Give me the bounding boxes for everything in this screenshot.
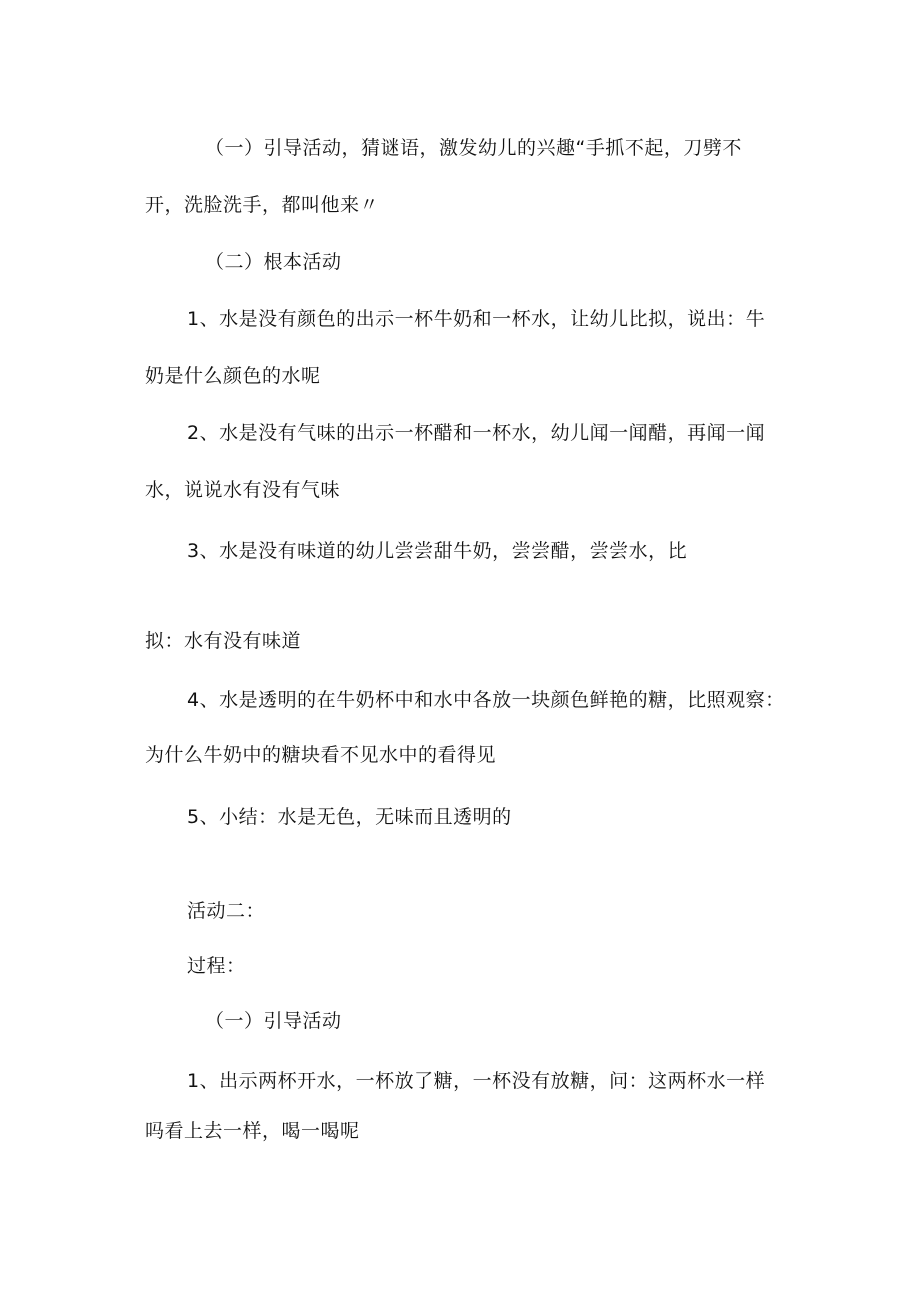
item-2-continuation: 水，说说水有没有气味 [145,479,341,501]
section-heading-process: 过程： [187,955,246,977]
item-3-water-tasteless: 3、水是没有味道的幼儿尝尝甜牛奶，尝尝醋，尝尝水，比 [187,540,688,562]
item-4-continuation: 为什么牛奶中的糖块看不见水中的看得见 [145,744,497,766]
item-1-sugar-water: 1、出示两杯开水，一杯放了糖，一杯没有放糖，问：这两杯水一样 [187,1070,766,1092]
item-1-water-colorless: 1、水是没有颜色的出示一杯牛奶和一杯水，让幼儿比拟，说出：牛 [187,308,766,330]
item-4-water-transparent: 4、水是透明的在牛奶杯中和水中各放一块颜色鲜艳的糖，比照观察： [187,689,785,711]
item-5-summary: 5、小结：水是无色，无味而且透明的 [187,806,512,828]
paragraph-riddle-intro: （一）引导活动，猜谜语，激发幼儿的兴趣“手抓不起，刀劈不 [205,137,742,159]
section-heading-activity-two: 活动二： [187,900,266,922]
item-2-water-odorless: 2、水是没有气味的出示一杯醋和一杯水，幼儿闻一闻醋，再闻一闻 [187,422,766,444]
section-heading-basic-activity: （二）根本活动 [205,251,342,273]
item-3-continuation: 拟：水有没有味道 [145,630,302,652]
item-1-continuation: 奶是什么颜色的水呢 [145,365,321,387]
section-heading-guided-activity: （一）引导活动 [205,1010,342,1032]
item-1-sugar-water-continuation: 吗看上去一样，喝一喝呢 [145,1120,360,1142]
paragraph-riddle-continuation: 开，洗脸洗手，都叫他来〃 [145,194,380,216]
